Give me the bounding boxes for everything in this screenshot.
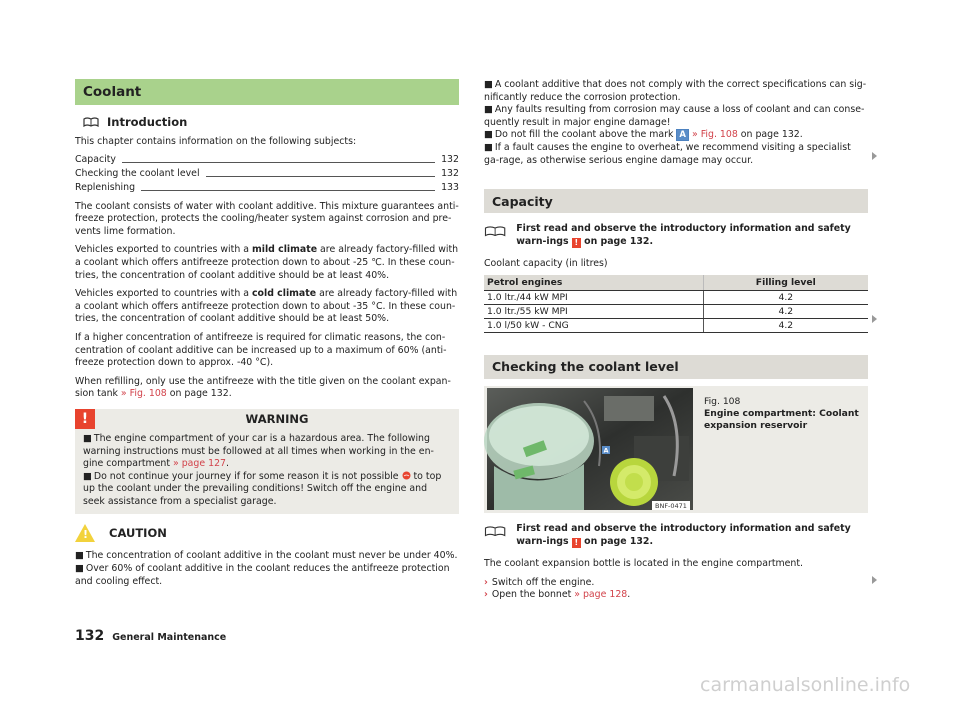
read-first-notice-2 (484, 523, 868, 548)
emphasis: cold climate (251, 288, 317, 300)
introduction-heading (83, 115, 459, 129)
bullet: ■ (83, 470, 92, 482)
bullet: ■ (484, 141, 493, 153)
column-header: Petrol engines (484, 275, 703, 291)
coolant-capacity-table (484, 275, 868, 333)
text: Switch off the engine. (491, 576, 595, 588)
footer-title: General Maintenance (112, 632, 227, 643)
bullet: ■ (75, 563, 84, 575)
fig-link[interactable]: » Fig. 108 (691, 129, 738, 141)
toc-label: Capacity (75, 153, 116, 165)
figure-code: BNF-0471 (655, 501, 687, 510)
right-column (484, 79, 868, 602)
toc-leader (141, 190, 435, 191)
table-cell: 1.0 ltr./55 kW MPI (484, 304, 703, 318)
caution-continued-item (484, 129, 868, 142)
figure-label: Fig. 108 (704, 395, 741, 407)
continue-mark-icon (872, 576, 877, 584)
text: Do not continue your journey if for some reason it is not possible (93, 470, 402, 482)
text: Open the bonnet (491, 589, 575, 601)
step-arrow-icon: › (484, 589, 488, 601)
mark-a-label: A (676, 129, 689, 141)
page-link[interactable]: » page 127 (173, 458, 227, 470)
toc-leader (122, 162, 435, 163)
text: First read and observe the introductory information and safety warn-ings (516, 223, 851, 247)
step-arrow-icon: › (484, 576, 488, 588)
checking-title: Checking the coolant level (492, 359, 679, 375)
capacity-heading (484, 189, 868, 213)
caution-continued-item (484, 104, 868, 129)
figure-image-frame (484, 386, 696, 513)
toc-item-replenishing[interactable] (75, 181, 459, 195)
watermark: carmanualsonline.info (700, 674, 911, 696)
caution-item (75, 550, 459, 563)
book-icon (484, 224, 506, 238)
bullet: ■ (484, 79, 493, 90)
warning-icon: ! (572, 538, 581, 548)
table-caption: Coolant capacity (in litres) (484, 258, 608, 270)
text: . (226, 458, 229, 470)
table-row (484, 304, 868, 318)
text: Vehicles exported to countries with a (75, 244, 252, 256)
section-title-text: Coolant (83, 84, 142, 100)
toc-item-capacity[interactable] (75, 153, 459, 167)
column-header: Filling level (703, 275, 868, 291)
capacity-title: Capacity (492, 193, 553, 209)
warning-title: WARNING (245, 411, 309, 426)
step-item (484, 589, 868, 602)
text: First read and observe the introductory information and safety warn-ings (516, 522, 851, 547)
step-item (484, 577, 868, 590)
page-footer (75, 628, 226, 644)
caution-icon: ! (75, 524, 95, 542)
read-first-text (516, 523, 868, 548)
table-cell: 4.2 (703, 304, 868, 318)
warning-icon: ! (75, 409, 95, 429)
intro-text: This chapter contains information on the following subjects: (75, 136, 357, 147)
warning-icon: ! (572, 238, 581, 248)
table-cell: 1.0 l/50 kW - CNG (484, 318, 703, 332)
text: are already factory-filled with a coolant which offers antifreeze protection down to about -25 ℃. In these coun-tries, the concentration of coolant additive should be at least 40%. (75, 244, 459, 281)
figure-caption (696, 386, 868, 513)
page-number: 132 (75, 628, 105, 644)
emphasis: mild climate (251, 244, 318, 256)
toc-item-checking[interactable] (75, 167, 459, 181)
warning-body (75, 429, 459, 509)
warning-box (75, 409, 459, 515)
text: to top up the coolant under the prevailing conditions! Switch off the engine and seek assistance from a specialist garage. (83, 470, 442, 507)
book-icon (83, 117, 99, 127)
text: on page 132. (737, 129, 803, 141)
text: A coolant additive that does not comply with the correct specifications can sig-nificantly reduce the corrosion protection. (484, 79, 867, 103)
text: Over 60% of coolant additive in the coolant reduces the antifreeze protection and cooling effect. (75, 563, 450, 587)
text: Do not fill the coolant above the mark (494, 129, 677, 141)
toc-leader (206, 176, 436, 177)
caution-title: CAUTION (109, 526, 167, 541)
read-first-notice (484, 223, 868, 248)
table-cell: 4.2 (703, 318, 868, 332)
table-cell: 1.0 ltr./44 kW MPI (484, 290, 703, 304)
book-icon (484, 524, 506, 538)
text: . (627, 589, 631, 601)
paragraph-mild-climate (75, 244, 459, 282)
table-header-row (484, 275, 868, 291)
toc-label: Checking the coolant level (75, 167, 200, 179)
text: on page 132. (580, 235, 654, 247)
page-link[interactable]: » page 128 (574, 589, 628, 601)
warning-item (83, 471, 451, 509)
caution-header (75, 524, 459, 542)
bullet: ■ (484, 129, 493, 141)
toc-page: 132 (441, 167, 459, 179)
table-cell: 4.2 (703, 290, 868, 304)
paragraph-coolant-composition: The coolant consists of water with coolant additive. This mixture guarantees anti-freeze protection, protects the cooling/heater system against corrosion and pre-vents lime formation. (75, 200, 459, 237)
paragraph-refilling (75, 376, 459, 401)
paragraph-cold-climate (75, 288, 459, 326)
text: on page 132. (580, 535, 654, 547)
warning-item (83, 433, 451, 471)
introduction-title: Introduction (107, 115, 188, 129)
section-title (75, 79, 459, 105)
caution-continued-item (484, 79, 868, 104)
bullet: ■ (75, 550, 84, 562)
mark-a-callout: A (603, 446, 609, 455)
text: When refilling, only use the antifreeze with the title given on the coolant expan-sion tank (75, 375, 451, 400)
caution-continued-item (484, 142, 868, 167)
fig-link[interactable]: » Fig. 108 (120, 388, 167, 400)
paragraph-higher-concentration: If a higher concentration of antifreeze is required for climatic reasons, the con-centration of coolant additive can be increased up to a maximum of 60% (anti-freeze protection down to approx. -40 °C). (75, 331, 447, 369)
end-mark-icon (872, 152, 877, 160)
read-first-text (516, 223, 868, 248)
end-mark-icon (872, 315, 877, 323)
table-row (484, 290, 868, 304)
text: The engine compartment of your car is a hazardous area. The following warning instructions must be followed at all times when working in the en-gine compartment (83, 432, 434, 470)
figure-caption-text: Engine compartment: Coolant expansion reservoir (704, 407, 859, 431)
warning-header (75, 409, 459, 429)
caution-item (75, 563, 459, 588)
toc-page: 132 (441, 153, 459, 165)
bullet: ■ (484, 104, 493, 116)
checking-heading (484, 355, 868, 379)
bullet: ■ (83, 432, 92, 444)
text: on page 132. (166, 388, 232, 400)
text: The concentration of coolant additive in the coolant must never be under 40%. (85, 550, 458, 562)
text: are already factory-filled with a coolant which offers antifreeze protection down to about -35 °C. In these coun-tries, the concentration of coolant additive should be at least 50%. (75, 288, 458, 325)
toc-page: 133 (441, 181, 459, 193)
table-row (484, 318, 868, 332)
text: If a fault causes the engine to overheat, we recommend visiting a specialist ga-rage, as otherwise serious engine damage may occur. (484, 141, 851, 166)
checking-text: The coolant expansion bottle is located in the engine compartment. (484, 558, 803, 570)
engine-compartment-image (484, 386, 696, 513)
text: Any faults resulting from corrosion may cause a loss of coolant and can conse-quently result in major engine damage! (484, 104, 865, 128)
toc-label: Replenishing (75, 181, 136, 193)
figure-108 (484, 386, 868, 513)
left-column (75, 79, 459, 588)
warning-lamp-icon (402, 471, 411, 480)
text: Vehicles exported to countries with a (75, 288, 252, 300)
